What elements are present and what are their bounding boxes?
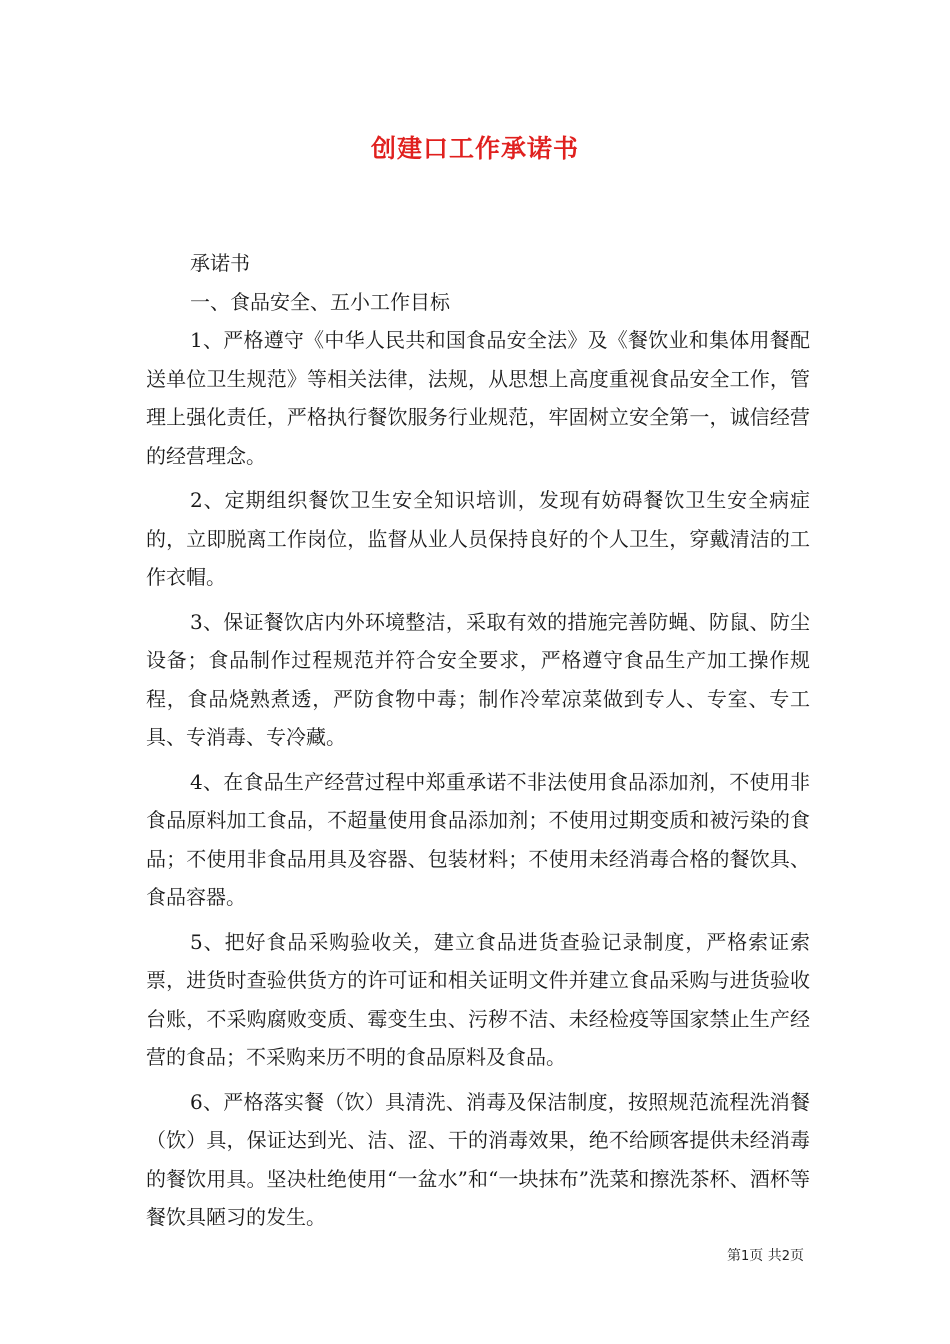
page-prefix: 第 bbox=[726, 1248, 741, 1264]
total-pages: 2 bbox=[781, 1249, 790, 1264]
paragraph-5: 5、把好食品采购验收关，建立食品进货查验记录制度，严格索证索票，进货时查验供货方的许可证和相关证明文件并建立食品采购与进货验收台账，不采购腐败变质、霉变生虫、污秽不洁、未经检疫等国家禁止生产经营的食品；不采购来历不明的食品原料及食品。 bbox=[146, 929, 810, 1069]
paragraph-4: 4、在食品生产经营过程中郑重承诺不非法使用食品添加剂，不使用非食品原料加工食品，不超量使用食品添加剂；不使用过期变质和被污染的食品；不使用非食品用具及容器、包装材料；不使用未经消毒合格的餐饮具、食品容器。 bbox=[146, 769, 810, 909]
page-number bbox=[727, 1246, 804, 1267]
paragraph-1: 1、严格遵守《中华人民共和国食品安全法》及《餐饮业和集体用餐配送单位卫生规范》等相关法律，法规，从思想上高度重视食品安全工作，管理上强化责任，严格执行餐饮服务行业规范，牢固树立安全第一，诚信经营的经营理念。 bbox=[146, 328, 810, 468]
current-page: 1 bbox=[740, 1249, 750, 1264]
heading-commitment: 承诺书 bbox=[190, 251, 250, 275]
paragraph-6: 6、严格落实餐（饮）具清洗、消毒及保洁制度，按照规范流程洗消餐（饮）具，保证达到光、洁、涩、干的消毒效果，绝不给顾客提供未经消毒的餐饮用具。坚决杜绝使用“一盆水”和“一块抹布”洗菜和擦洗茶杯、酒杯等餐饮具陋习的发生。 bbox=[146, 1089, 810, 1229]
document-body bbox=[146, 244, 810, 1243]
page-suffix: 页 bbox=[790, 1248, 804, 1264]
paragraph-2: 2、定期组织餐饮卫生安全知识培训，发现有妨碍餐饮卫生安全病症的，立即脱离工作岗位，监督从业人员保持良好的个人卫生，穿戴清洁的工作衣帽。 bbox=[146, 488, 810, 589]
page-middle: 页 共 bbox=[749, 1248, 782, 1264]
paragraph-3: 3、保证餐饮店内外环境整洁，采取有效的措施完善防蝇、防鼠、防尘设备；食品制作过程规范并符合安全要求，严格遵守食品生产加工操作规程，食品烧熟煮透，严防食物中毒；制作冷荤凉菜做到专人、专室、专工具、专消毒、专冷藏。 bbox=[146, 609, 810, 749]
section-heading: 一、食品安全、五小工作目标 bbox=[190, 289, 450, 314]
document-title: 创建口工作承诺书 bbox=[370, 134, 579, 163]
